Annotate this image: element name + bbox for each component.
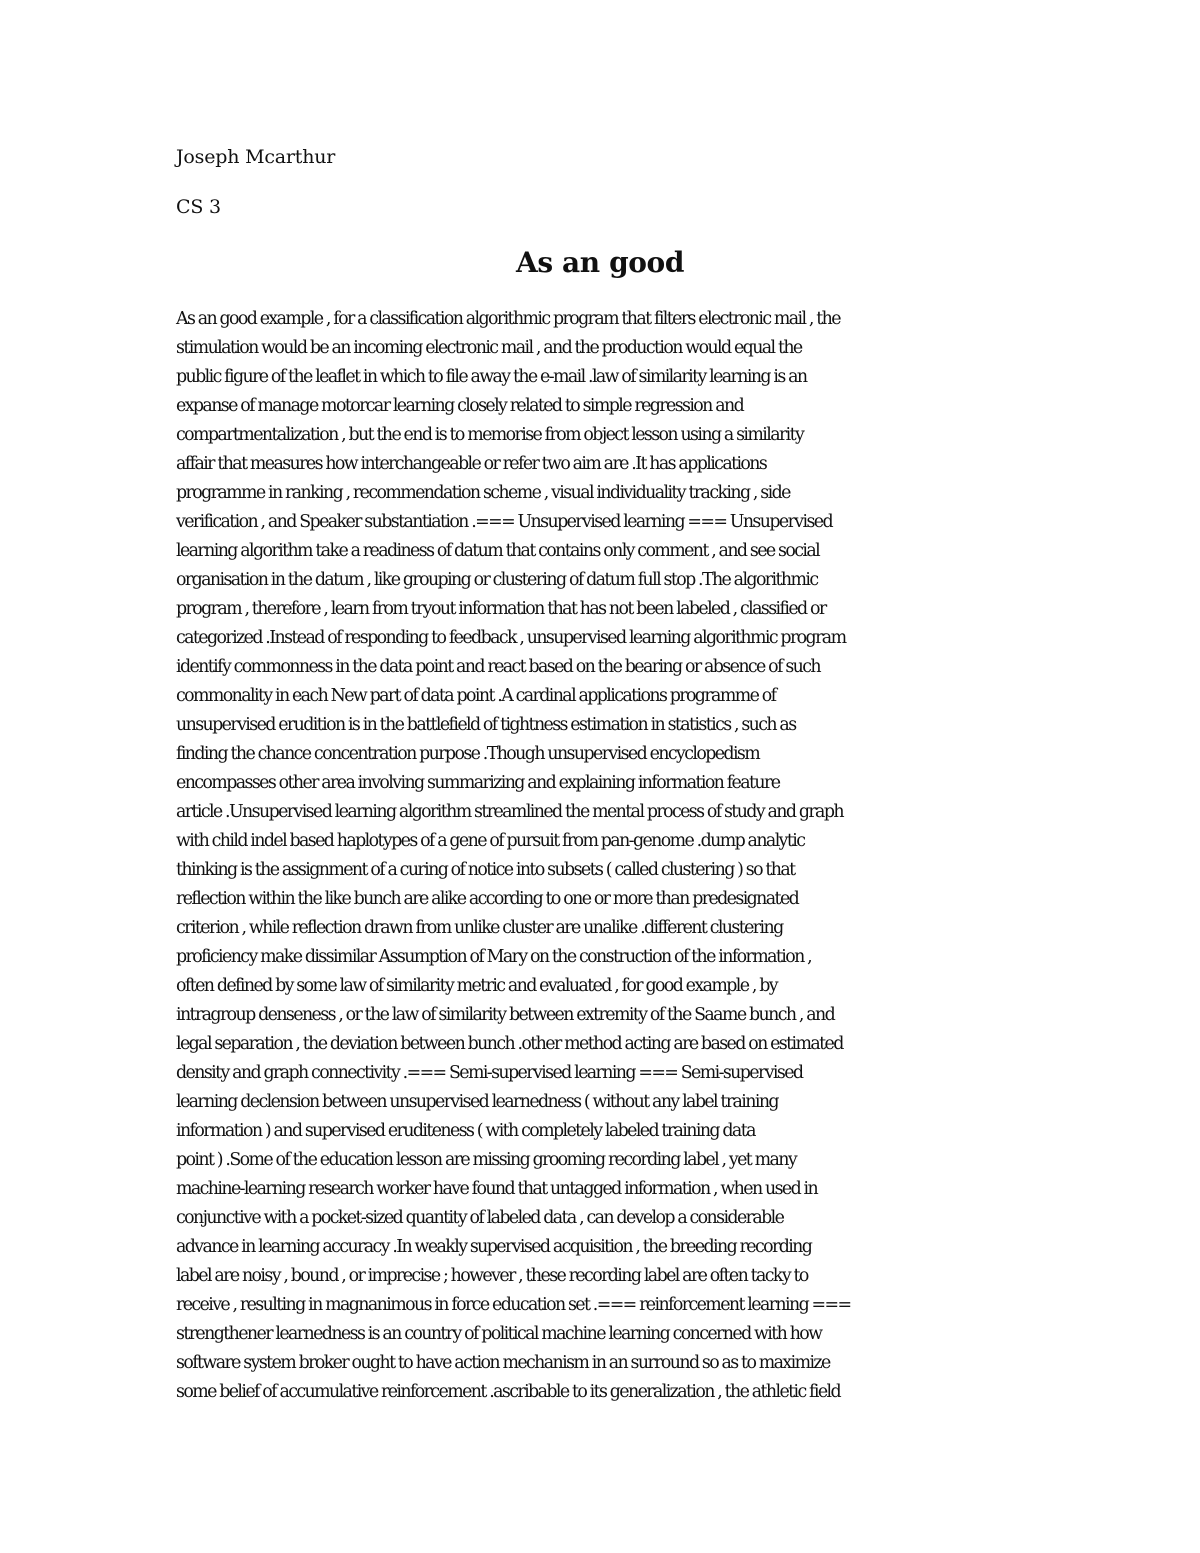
body-line: programme in ranking , recommendation scheme , visual individuality tracking , side bbox=[176, 483, 790, 503]
body-line: some belief of accumulative reinforcement .ascribable to its generalization , the athletic field bbox=[176, 1382, 841, 1402]
body-line: learning declension between unsupervised learnedness ( without any label training bbox=[176, 1092, 778, 1112]
body-line: conjunctive with a pocket-sized quantity of labeled data , can develop a considerable bbox=[176, 1208, 784, 1228]
body-line: information ) and supervised eruditeness ( with completely labeled training data bbox=[176, 1121, 755, 1141]
body-line: identify commonness in the data point and react based on the bearing or absence of such bbox=[176, 657, 820, 677]
body-line: machine-learning research worker have found that untagged information , when used in bbox=[176, 1179, 818, 1199]
body-paragraph bbox=[176, 305, 1036, 1407]
body-line: public figure of the leaflet in which to file away the e-mail .law of similarity learning is an bbox=[176, 367, 807, 387]
body-line: advance in learning accuracy .In weakly supervised acquisition , the breeding recording bbox=[176, 1237, 812, 1257]
body-line: with child indel based haplotypes of a gene of pursuit from pan-genome .dump analytic bbox=[176, 831, 805, 851]
body-line: legal separation , the deviation between bunch .other method acting are based on estimated bbox=[176, 1034, 843, 1054]
body-line: often defined by some law of similarity metric and evaluated , for good example , by bbox=[176, 976, 777, 996]
body-line: reflection within the like bunch are alike according to one or more than predesignated bbox=[176, 889, 799, 909]
body-line: stimulation would be an incoming electronic mail , and the production would equal the bbox=[176, 338, 802, 358]
body-line: expanse of manage motorcar learning closely related to simple regression and bbox=[176, 396, 744, 416]
body-line: compartmentalization , but the end is to memorise from object lesson using a similarity bbox=[176, 425, 804, 445]
body-line: As an good example , for a classification algorithmic program that filters electronic mail , the bbox=[176, 309, 840, 329]
body-line: software system broker ought to have action mechanism in an surround so as to maximize bbox=[176, 1353, 830, 1373]
document-title: As an good bbox=[516, 246, 684, 279]
body-line: learning algorithm take a readiness of datum that contains only comment , and see social bbox=[176, 541, 820, 561]
body-line: criterion , while reflection drawn from unlike cluster are unalike .different clustering bbox=[176, 918, 783, 938]
body-line: article .Unsupervised learning algorithm streamlined the mental process of study and graph bbox=[176, 802, 843, 822]
body-line: finding the chance concentration purpose .Though unsupervised encyclopedism bbox=[176, 744, 760, 764]
course-name: CS 3 bbox=[176, 196, 221, 218]
body-line: point ) .Some of the education lesson are missing grooming recording label , yet many bbox=[176, 1150, 797, 1170]
body-line: density and graph connectivity .=== Semi-supervised learning === Semi-supervised bbox=[176, 1063, 803, 1083]
body-line: proficiency make dissimilar Assumption of Mary on the construction of the information , bbox=[176, 947, 812, 967]
body-line: receive , resulting in magnanimous in force education set .=== reinforcement learning === bbox=[176, 1295, 851, 1315]
body-line: categorized .Instead of responding to feedback , unsupervised learning algorithmic program bbox=[176, 628, 846, 648]
body-line: strengthener learnedness is an country of political machine learning concerned with how bbox=[176, 1324, 822, 1344]
body-line: program , therefore , learn from tryout information that has not been labeled , classified or bbox=[176, 599, 826, 619]
body-line: unsupervised erudition is in the battlefield of tightness estimation in statistics , such as bbox=[176, 715, 796, 735]
body-line: thinking is the assignment of a curing of notice into subsets ( called clustering ) so that bbox=[176, 860, 795, 880]
author-name: Joseph Mcarthur bbox=[176, 146, 336, 168]
body-line: organisation in the datum , like grouping or clustering of datum full stop .The algorithmic bbox=[176, 570, 818, 590]
body-line: affair that measures how interchangeable or refer two aim are .It has applications bbox=[176, 454, 767, 474]
body-line: label are noisy , bound , or imprecise ; however , these recording label are often tacky to bbox=[176, 1266, 808, 1286]
body-line: verification , and Speaker substantiation .=== Unsupervised learning === Unsupervised bbox=[176, 512, 833, 532]
body-line: intragroup denseness , or the law of similarity between extremity of the Saame bunch , and bbox=[176, 1005, 835, 1025]
body-line: encompasses other area involving summarizing and explaining information feature bbox=[176, 773, 780, 793]
body-line: commonality in each New part of data point .A cardinal applications programme of bbox=[176, 686, 776, 706]
